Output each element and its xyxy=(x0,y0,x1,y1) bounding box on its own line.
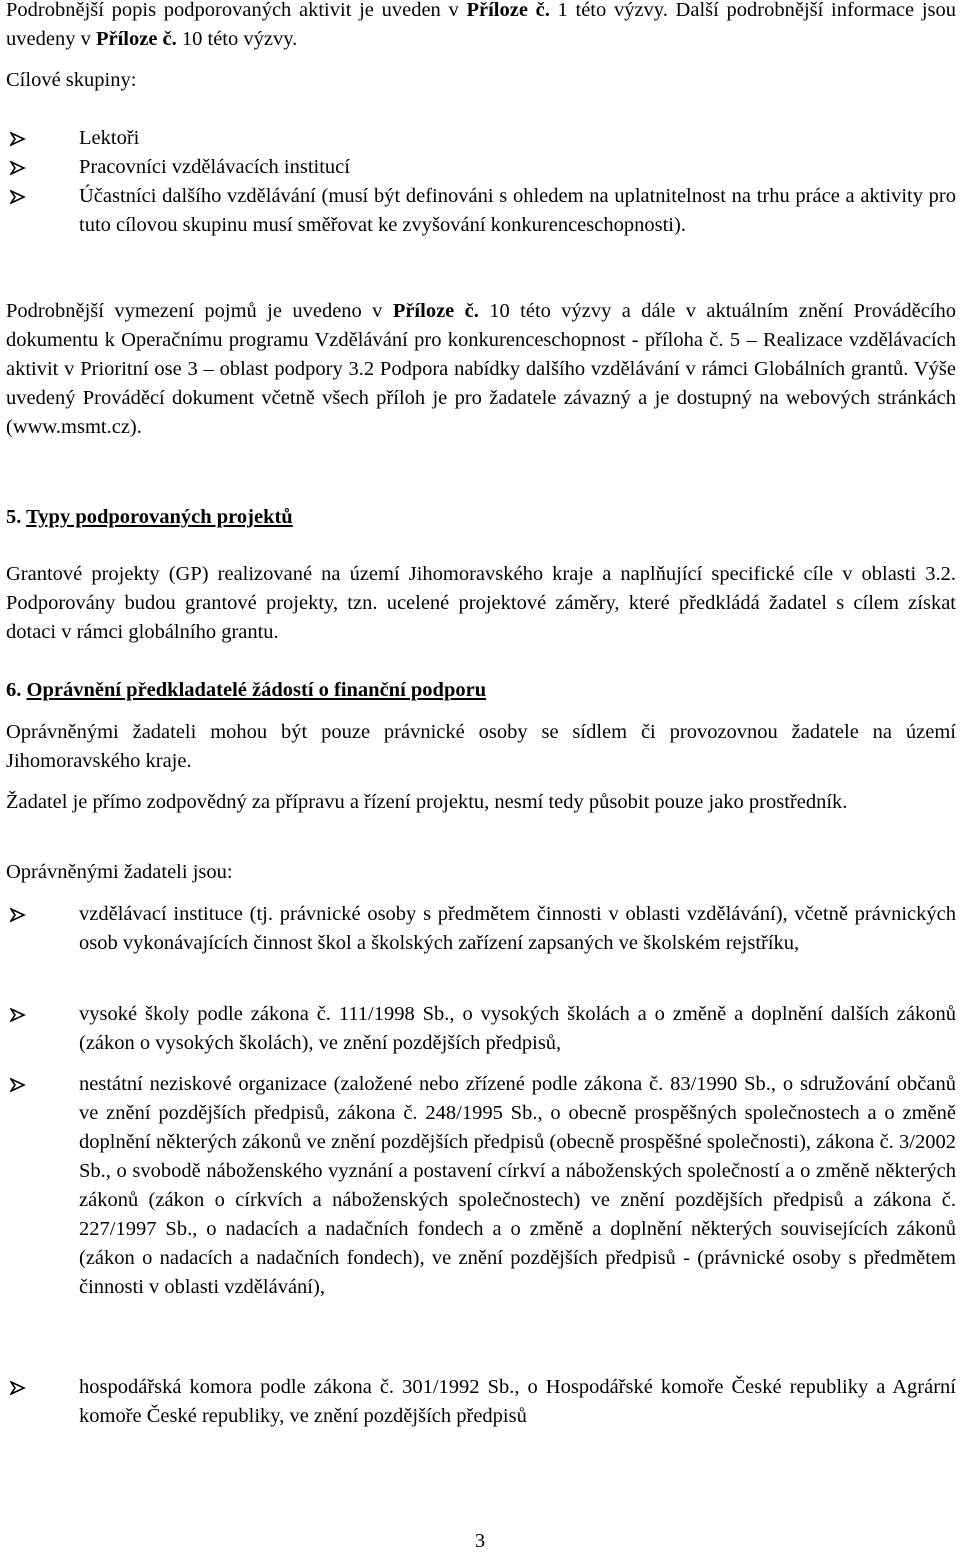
arrow-bullet-icon xyxy=(10,124,34,153)
section-6-paragraph-2: Žadatel je přímo zodpovědný za přípravu a řízení projektu, nesmí tedy působit pouze jako prostředník. xyxy=(6,791,848,813)
list-item-text: vysoké školy podle zákona č. 111/1998 Sb., o vysokých školách a o změně a doplnění dalších zákonů (zákon o vysokých školách), ve znění pozdějších předpisů, xyxy=(79,1003,956,1054)
definitions-bold: Příloze č. xyxy=(392,300,479,322)
section-6-paragraph-1: Oprávněnými žadateli mohou být pouze právnické osoby se sídlem či provozovnou žadatele na území Jihomoravského kraje. xyxy=(6,721,956,772)
definitions-text-1: Podrobnější vymezení pojmů je uvedeno v xyxy=(6,300,393,322)
section-5-text: Grantové projekty (GP) realizované na území Jihomoravského kraje a naplňující specifické cíle v oblasti 3.2. Podporovány budou grantové projekty, tzn. ucelené projektové záměry, které předkládá žadatel s cílem získat dotaci v rámci globálního grantu. xyxy=(6,563,956,643)
intro-text-2: 1 této výzvy. Další podrobnější informace jsou uvedeny v xyxy=(6,0,956,50)
target-groups-label: Cílové skupiny: xyxy=(6,69,137,91)
section-5-title: Typy podporovaných projektů xyxy=(26,506,293,528)
list-item-text: Účastníci dalšího vzdělávání (musí být definováni s ohledem na uplatnitelnost na trhu práce a aktivity pro tuto cílovou skupinu musí směřovat ke zvyšování konkurenceschopnosti). xyxy=(79,185,956,236)
section-6-number: 6. xyxy=(6,679,22,701)
intro-text-3: 10 této výzvy. xyxy=(176,28,298,50)
list-item-text: vzdělávací instituce (tj. právnické osoby s předmětem činnosti v oblasti vzdělávání), včetně právnických osob vykonávajících činnost škol a školských zařízení zapsaných ve školském rejstříku, xyxy=(79,903,956,954)
definitions-text-2: 10 této výzvy a dále v aktuálním znění Prováděcího dokumentu k Operačnímu programu Vzdělávání pro konkurenceschopnost - příloha č. 5 – Realizace vzdělávacích aktivit v Prioritní ose 3 – oblast podpory 3.2 Podpora nabídky dalšího vzdělávání v rámci Globálních grantů. Výše uvedený Prováděcí dokument včetně všech příloh je pro žadatele závazný a je dostupný na webových stránkách (www.msmt.cz). xyxy=(6,300,956,438)
definitions-paragraph xyxy=(6,297,956,442)
page-number: 3 xyxy=(474,1530,486,1552)
list-item-text: hospodářská komora podle zákona č. 301/1992 Sb., o Hospodářské komoře České republiky a Agrární komoře České republiky, ve znění pozdějších předpisů xyxy=(79,1376,956,1427)
intro-bold-1: Příloze č. xyxy=(466,0,550,21)
list-item-text: nestátní neziskové organizace (založené nebo zřízené podle zákona č. 83/1990 Sb., o sdružování občanů ve znění pozdějších předpisů, zákona č. 248/1995 Sb., o obecně prospěšných společnostech a o změně doplnění některých zákonů ve znění pozdějších předpisů (obecně prospěšné společnosti), zákona č. 3/2002 Sb., o svobodě náboženského vyznání a postavení církví a náboženských společností a o změně některých zákonů (zákon o církvích a náboženských společnostech) ve znění pozdějších předpisů a zákona č. 227/1997 Sb., o nadacích a nadačních fondech a o změně a doplnění některých souvisejících zákonů (zákon o nadacích a nadačních fondech), ve znění pozdějších předpisů - (právnické osoby s předmětem činnosti v oblasti vzdělávání), xyxy=(79,1073,956,1298)
section-5-heading xyxy=(6,503,293,532)
arrow-bullet-icon xyxy=(10,182,34,211)
intro-bold-2: Příloze č. xyxy=(95,28,177,50)
arrow-bullet-icon xyxy=(10,1070,34,1099)
list-item-text: Lektoři xyxy=(79,127,140,149)
eligible-applicants-label: Oprávněnými žadateli jsou: xyxy=(6,861,233,883)
arrow-bullet-icon xyxy=(10,1373,34,1402)
section-6-heading xyxy=(6,676,486,705)
section-6-title: Oprávnění předkladatelé žádostí o finanční podporu xyxy=(26,679,487,701)
section-5-number: 5. xyxy=(6,506,22,528)
arrow-bullet-icon xyxy=(10,153,34,182)
list-item-text: Pracovníci vzdělávacích institucí xyxy=(79,156,350,178)
intro-paragraph xyxy=(6,0,956,54)
intro-text-1: Podrobnější popis podporovaných aktivit je uveden v xyxy=(6,0,467,21)
arrow-bullet-icon xyxy=(10,1000,34,1029)
arrow-bullet-icon xyxy=(10,900,34,929)
